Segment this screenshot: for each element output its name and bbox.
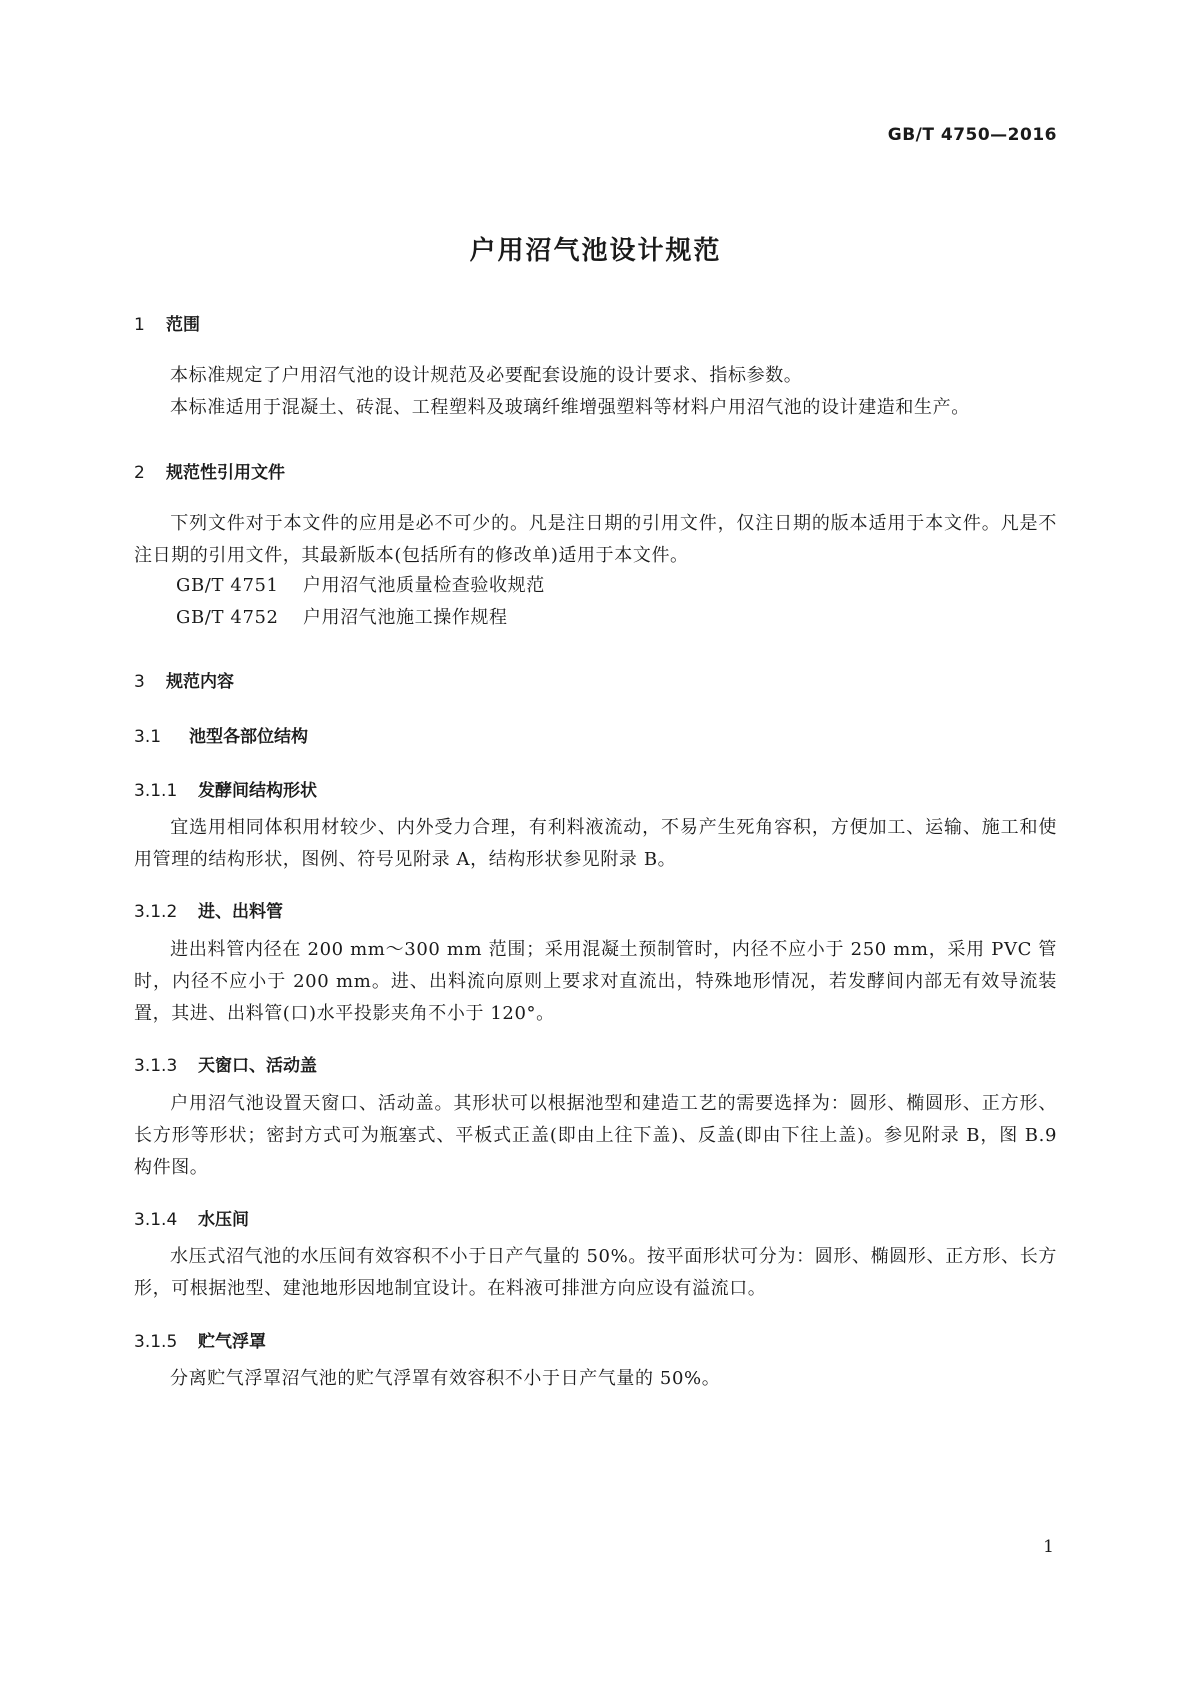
- section-title: 发酵间结构形状: [198, 781, 317, 801]
- section-number: 3: [134, 672, 145, 692]
- section-title: 规范性引用文件: [166, 463, 285, 483]
- section-heading-2: [134, 458, 285, 483]
- section-title: 水压间: [198, 1210, 249, 1230]
- subsection-heading-3-1-2: [134, 897, 283, 922]
- section-title: 池型各部位结构: [189, 727, 308, 747]
- document-title: 户用沼气池设计规范: [469, 236, 722, 266]
- reference-code: GB/T 4751: [176, 575, 279, 596]
- section-number: 3.1: [134, 727, 162, 747]
- reference-item: [176, 603, 508, 629]
- section-title: 贮气浮罩: [198, 1332, 266, 1352]
- section-heading-3: [134, 667, 234, 692]
- section-number: 3.1.5: [134, 1332, 178, 1352]
- paragraph: 分离贮气浮罩沼气池的贮气浮罩有效容积不小于日产气量的 50%。: [170, 1368, 721, 1389]
- paragraph: 下列文件对于本文件的应用是必不可少的。凡是注日期的引用文件，仅注日期的版本适用于本文件。凡是不注日期的引用文件，其最新版本(包括所有的修改单)适用于本文件。: [134, 513, 1057, 566]
- section-title: 范围: [166, 315, 200, 335]
- reference-title: 户用沼气池质量检查验收规范: [303, 575, 545, 596]
- section-number: 3.1.4: [134, 1210, 178, 1230]
- reference-code: GB/T 4752: [176, 607, 279, 628]
- subsection-heading-3-1: [134, 722, 308, 747]
- paragraph: 本标准适用于混凝土、砖混、工程塑料及玻璃纤维增强塑料等材料户用沼气池的设计建造和生产。: [170, 397, 970, 418]
- subsection-heading-3-1-4: [134, 1205, 249, 1230]
- subsection-heading-3-1-3: [134, 1051, 317, 1076]
- page-number: 1: [1043, 1537, 1054, 1557]
- subsection-heading-3-1-5: [134, 1327, 266, 1352]
- section-title: 进、出料管: [198, 902, 283, 922]
- section-heading-1: [134, 310, 200, 335]
- paragraph: 水压式沼气池的水压间有效容积不小于日产气量的 50%。按平面形状可分为：圆形、椭圆形、正方形、长方形，可根据池型、建池地形因地制宜设计。在料液可排泄方向应设有溢流口。: [134, 1246, 1057, 1299]
- subsection-heading-3-1-1: [134, 776, 317, 801]
- section-number: 3.1.3: [134, 1056, 178, 1076]
- reference-item: [176, 571, 545, 597]
- standard-code: GB/T 4750—2016: [887, 125, 1057, 145]
- paragraph: 进出料管内径在 200 mm～300 mm 范围；采用混凝土预制管时，内径不应小于 250 mm，采用 PVC 管时，内径不应小于 200 mm。进、出料流向原则上要求对直流出，特殊地形情况，若发酵间内部无有效导流装置，其进、出料管(口)水平投影夹角不小于 120°。: [134, 939, 1057, 1024]
- section-title: 规范内容: [166, 672, 234, 692]
- paragraph: 宜选用相同体积用材较少、内外受力合理，有利料液流动，不易产生死角容积，方便加工、运输、施工和使用管理的结构形状，图例、符号见附录 A，结构形状参见附录 B。: [134, 817, 1057, 870]
- paragraph: 本标准规定了户用沼气池的设计规范及必要配套设施的设计要求、指标参数。: [170, 365, 803, 386]
- section-number: 2: [134, 463, 145, 483]
- section-title: 天窗口、活动盖: [198, 1056, 317, 1076]
- paragraph: 户用沼气池设置天窗口、活动盖。其形状可以根据池型和建造工艺的需要选择为：圆形、椭圆形、正方形、长方形等形状；密封方式可为瓶塞式、平板式正盖(即由上往下盖)、反盖(即由下往上盖)。参见附录 B，图 B.9 构件图。: [134, 1093, 1057, 1178]
- section-number: 3.1.1: [134, 781, 178, 801]
- section-number: 1: [134, 315, 145, 335]
- reference-title: 户用沼气池施工操作规程: [303, 607, 508, 628]
- section-number: 3.1.2: [134, 902, 178, 922]
